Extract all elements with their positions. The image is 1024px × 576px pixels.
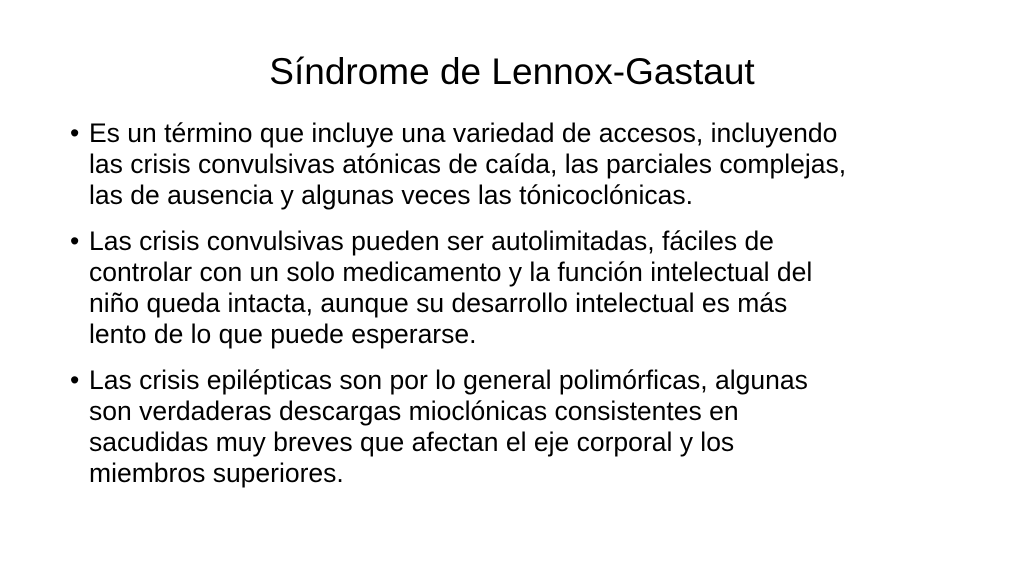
bullet-list [70,118,970,504]
bullet-line: las de ausencia y algunas veces las tónicoclónicas. [89,180,693,210]
bullet-marker: • [70,118,80,148]
bullet-line: sacudidas muy breves que afectan el eje corporal y los [89,427,735,457]
bullet-item-1 [70,118,970,211]
bullet-line: las crisis convulsivas atónicas de caída, las parciales complejas, [89,149,847,179]
bullet-line: son verdaderas descargas mioclónicas consistentes en [89,396,739,426]
bullet-marker: • [70,365,80,395]
bullet-line: controlar con un solo medicamento y la función intelectual del [89,257,813,287]
bullet-item-2 [70,226,970,350]
bullet-item-3 [70,365,970,489]
bullet-line: miembros superiores. [89,458,344,488]
bullet-line: lento de lo que puede esperarse. [89,319,477,349]
bullet-line: Las crisis epilépticas son por lo general polimórficas, algunas [89,365,808,395]
slide-title: Síndrome de Lennox-Gastaut [269,51,755,92]
bullet-line: Las crisis convulsivas pueden ser autolimitadas, fáciles de [89,226,774,256]
bullet-marker: • [70,226,80,256]
bullet-line: niño queda intacta, aunque su desarrollo intelectual es más [89,288,788,318]
bullet-line: Es un término que incluye una variedad de accesos, incluyendo [89,118,838,148]
